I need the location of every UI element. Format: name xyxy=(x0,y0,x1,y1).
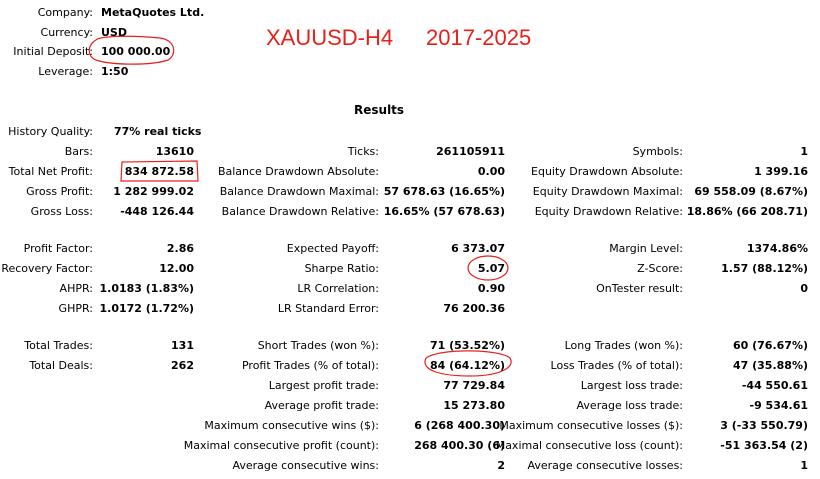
maximal-consecutive-loss-value: -51 363.54 (2) xyxy=(720,439,808,452)
average-loss-trade-value: -9 534.61 xyxy=(749,399,808,412)
ontester-result-value: 0 xyxy=(800,282,808,295)
ahpr-label: AHPR: xyxy=(59,282,93,295)
largest-profit-trade-label: Largest profit trade: xyxy=(268,379,379,392)
lr-standard-error-value: 76 200.36 xyxy=(443,302,505,315)
profit-trades-label: Profit Trades (% of total): xyxy=(241,359,379,372)
equity-dd-relative-value: 18.86% (66 208.71) xyxy=(686,205,808,218)
currency-value: USD xyxy=(101,26,127,39)
average-consecutive-wins-value: 2 xyxy=(497,459,505,472)
gross-profit-value: 1 282 999.02 xyxy=(113,185,194,198)
annotation-period: 2017-2025 xyxy=(426,25,532,50)
total-deals-label: Total Deals: xyxy=(29,359,93,372)
max-consecutive-wins-label: Maximum consecutive wins ($): xyxy=(204,419,379,432)
loss-trades-label: Loss Trades (% of total): xyxy=(550,359,683,372)
annotation-symbol: XAUUSD-H4 xyxy=(266,25,394,50)
maximal-consecutive-profit-value: 268 400.30 (6) xyxy=(414,439,505,452)
ontester-result-label: OnTester result: xyxy=(596,282,683,295)
maximal-consecutive-profit-label: Maximal consecutive profit (count): xyxy=(183,439,379,452)
expected-payoff-label: Expected Payoff: xyxy=(286,242,379,255)
max-consecutive-losses-label: Maximum consecutive losses ($): xyxy=(499,419,683,432)
symbols-value: 1 xyxy=(800,145,808,158)
gross-loss-label: Gross Loss: xyxy=(30,205,93,218)
equity-dd-absolute-value: 1 399.16 xyxy=(754,165,808,178)
margin-level-label: Margin Level: xyxy=(609,242,683,255)
equity-dd-relative-label: Equity Drawdown Relative: xyxy=(534,205,683,218)
z-score-value: 1.57 (88.12%) xyxy=(721,262,808,275)
gross-loss-value: -448 126.44 xyxy=(120,205,194,218)
results-heading: Results xyxy=(354,103,405,117)
symbols-label: Symbols: xyxy=(632,145,683,158)
company-value: MetaQuotes Ltd. xyxy=(101,6,205,19)
balance-dd-maximal-label: Balance Drawdown Maximal: xyxy=(219,185,379,198)
average-consecutive-wins-label: Average consecutive wins: xyxy=(232,459,379,472)
ticks-label: Ticks: xyxy=(347,145,379,158)
initial-deposit-label: Initial Deposit: xyxy=(13,45,93,58)
margin-level-value: 1374.86% xyxy=(746,242,808,255)
currency-label: Currency: xyxy=(40,26,93,39)
initial-deposit-value: 100 000.00 xyxy=(101,45,171,58)
average-consecutive-losses-label: Average consecutive losses: xyxy=(527,459,683,472)
total-net-profit-label: Total Net Profit: xyxy=(8,165,93,178)
max-consecutive-wins-value: 6 (268 400.30) xyxy=(414,419,505,432)
leverage-value: 1:50 xyxy=(101,65,129,78)
company-label: Company: xyxy=(37,6,93,19)
total-net-profit-value: 834 872.58 xyxy=(124,165,194,178)
balance-dd-absolute-value: 0.00 xyxy=(477,165,505,178)
total-trades-value: 131 xyxy=(171,339,194,352)
leverage-label: Leverage: xyxy=(38,65,93,78)
average-loss-trade-label: Average loss trade: xyxy=(576,399,683,412)
long-trades-label: Long Trades (won %): xyxy=(564,339,683,352)
max-consecutive-losses-value: 3 (-33 550.79) xyxy=(720,419,808,432)
maximal-consecutive-loss-label: Maximal consecutive loss (count): xyxy=(495,439,683,452)
bars-value: 13610 xyxy=(155,145,194,158)
balance-dd-relative-label: Balance Drawdown Relative: xyxy=(221,205,379,218)
ahpr-value: 1.0183 (1.83%) xyxy=(99,282,194,295)
short-trades-value: 71 (53.52%) xyxy=(429,339,505,352)
profit-factor-label: Profit Factor: xyxy=(23,242,93,255)
lr-standard-error-label: LR Standard Error: xyxy=(277,302,379,315)
profit-trades-value: 84 (64.12%) xyxy=(429,359,505,372)
equity-dd-maximal-value: 69 558.09 (8.67%) xyxy=(694,185,808,198)
largest-loss-trade-value: -44 550.61 xyxy=(741,379,808,392)
profit-factor-value: 2.86 xyxy=(166,242,194,255)
largest-profit-trade-value: 77 729.84 xyxy=(443,379,505,392)
lr-correlation-value: 0.90 xyxy=(477,282,505,295)
total-trades-label: Total Trades: xyxy=(24,339,93,352)
balance-dd-maximal-value: 57 678.63 (16.65%) xyxy=(383,185,505,198)
ghpr-label: GHPR: xyxy=(58,302,93,315)
recovery-factor-label: Recovery Factor: xyxy=(1,262,93,275)
average-profit-trade-value: 15 273.80 xyxy=(443,399,505,412)
expected-payoff-value: 6 373.07 xyxy=(451,242,505,255)
sharpe-ratio-value: 5.07 xyxy=(477,262,505,275)
equity-dd-maximal-label: Equity Drawdown Maximal: xyxy=(532,185,683,198)
sharpe-ratio-label: Sharpe Ratio: xyxy=(304,262,379,275)
ticks-value: 261105911 xyxy=(436,145,505,158)
recovery-factor-value: 12.00 xyxy=(159,262,194,275)
history-quality-value: 77% real ticks xyxy=(114,125,202,138)
gross-profit-label: Gross Profit: xyxy=(26,185,93,198)
equity-dd-absolute-label: Equity Drawdown Absolute: xyxy=(531,165,683,178)
lr-correlation-label: LR Correlation: xyxy=(297,282,379,295)
balance-dd-relative-value: 16.65% (57 678.63) xyxy=(383,205,505,218)
z-score-label: Z-Score: xyxy=(637,262,683,275)
long-trades-value: 60 (76.67%) xyxy=(732,339,808,352)
loss-trades-value: 47 (35.88%) xyxy=(732,359,808,372)
history-quality-label: History Quality: xyxy=(8,125,93,138)
average-profit-trade-label: Average profit trade: xyxy=(264,399,379,412)
largest-loss-trade-label: Largest loss trade: xyxy=(580,379,683,392)
bars-label: Bars: xyxy=(64,145,93,158)
balance-dd-absolute-label: Balance Drawdown Absolute: xyxy=(217,165,379,178)
ghpr-value: 1.0172 (1.72%) xyxy=(99,302,194,315)
total-deals-value: 262 xyxy=(171,359,194,372)
average-consecutive-losses-value: 1 xyxy=(800,459,808,472)
short-trades-label: Short Trades (won %): xyxy=(257,339,379,352)
